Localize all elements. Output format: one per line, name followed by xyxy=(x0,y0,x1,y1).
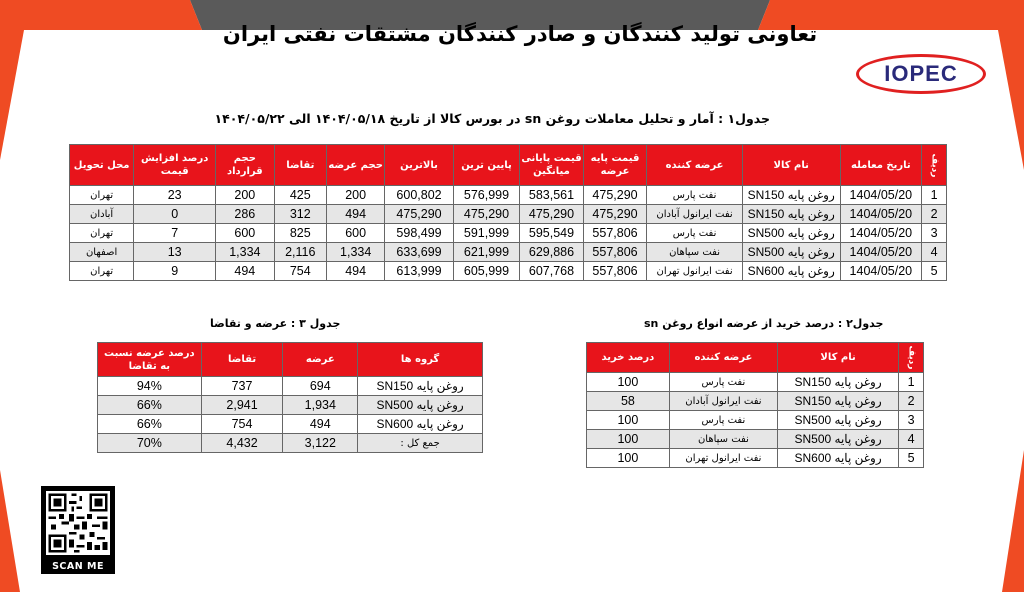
table-row xyxy=(587,373,924,392)
cell: 557,806 xyxy=(583,262,647,281)
cell: 58 xyxy=(587,392,670,411)
header-cell: تقاضا xyxy=(201,343,283,377)
header-cell: عرضه کننده xyxy=(647,145,743,186)
table-row xyxy=(587,430,924,449)
cell: روغن پایه SN150 xyxy=(778,392,899,411)
cell: 100 xyxy=(587,430,670,449)
cell: 66% xyxy=(98,396,202,415)
cell: روغن پایه SN600 xyxy=(778,449,899,468)
cell: 621,999 xyxy=(453,243,519,262)
header-cell: بالاترین xyxy=(385,145,453,186)
cell: 694 xyxy=(283,377,358,396)
cell: 1,334 xyxy=(327,243,385,262)
cell: روغن پایه SN500 xyxy=(742,224,840,243)
cell: 1404/05/20 xyxy=(840,186,922,205)
qr-code-badge[interactable] xyxy=(41,486,115,574)
cell: نفت پارس xyxy=(647,224,743,243)
cell: 475,290 xyxy=(583,186,647,205)
cell: 3 xyxy=(922,224,947,243)
left-corner-decoration xyxy=(0,0,40,592)
cell: نفت ایرانول تهران xyxy=(669,449,777,468)
cell: 3 xyxy=(899,411,924,430)
cell: 200 xyxy=(216,186,274,205)
cell: 754 xyxy=(274,262,326,281)
cell: 100 xyxy=(587,449,670,468)
logo-text: IOPEC xyxy=(884,61,958,86)
cell: تهران xyxy=(70,224,134,243)
cell: 633,699 xyxy=(385,243,453,262)
header-cell: درصد افزایش قیمت xyxy=(134,145,216,186)
cell: 475,290 xyxy=(520,205,584,224)
right-corner-decoration xyxy=(984,0,1024,592)
table3-caption: جدول ۳ : عرضه و تقاضا xyxy=(210,317,341,330)
cell: 557,806 xyxy=(583,224,647,243)
supply-demand-table xyxy=(97,342,483,453)
total-row xyxy=(98,434,483,453)
cell: 600 xyxy=(327,224,385,243)
table-row xyxy=(587,411,924,430)
cell: نفت سپاهان xyxy=(669,430,777,449)
header-cell: نام کالا xyxy=(778,343,899,373)
header-cell: نام کالا xyxy=(742,145,840,186)
cell: 13 xyxy=(134,243,216,262)
iopec-logo xyxy=(856,54,986,94)
header-cell: گروه ها xyxy=(358,343,483,377)
table-row xyxy=(70,262,947,281)
table-row xyxy=(70,205,947,224)
cell: 94% xyxy=(98,377,202,396)
table-row xyxy=(98,415,483,434)
cell: روغن پایه SN600 xyxy=(358,415,483,434)
header-cell: قیمت پایانی میانگین xyxy=(520,145,584,186)
table-row xyxy=(70,186,947,205)
cell: 9 xyxy=(134,262,216,281)
cell: 737 xyxy=(201,377,283,396)
cell: 23 xyxy=(134,186,216,205)
cell: نفت سپاهان xyxy=(647,243,743,262)
cell: 475,290 xyxy=(453,205,519,224)
cell: 70% xyxy=(98,434,202,453)
header-cell: محل تحویل xyxy=(70,145,134,186)
cell: 2,941 xyxy=(201,396,283,415)
header-cell: ردیف xyxy=(899,343,924,373)
cell: نفت ایرانول تهران xyxy=(647,262,743,281)
cell: 4,432 xyxy=(201,434,283,453)
cell: 1 xyxy=(899,373,924,392)
header-cell: حجم عرضه xyxy=(327,145,385,186)
header-cell: درصد عرضه نسبت به تقاضا xyxy=(98,343,202,377)
cell: 100 xyxy=(587,411,670,430)
table1-caption: جدول۱ : آمار و تحلیل معاملات روغن sn در بورس کالا از تاریخ ۱۴۰۴/۰۵/۱۸ الی ۱۴۰۴/۰۵/۲۲ xyxy=(214,111,770,126)
header-cell: حجم قرارداد xyxy=(216,145,274,186)
cell: نفت پارس xyxy=(669,373,777,392)
cell: روغن پایه SN500 xyxy=(778,430,899,449)
cell: 475,290 xyxy=(385,205,453,224)
purchase-percent-table xyxy=(586,342,924,468)
cell: 2,116 xyxy=(274,243,326,262)
cell: 5 xyxy=(899,449,924,468)
cell: 576,999 xyxy=(453,186,519,205)
cell: 5 xyxy=(922,262,947,281)
cell: 629,886 xyxy=(520,243,584,262)
cell: 4 xyxy=(899,430,924,449)
cell: نفت پارس xyxy=(669,411,777,430)
header-cell: قیمت پایه عرضه xyxy=(583,145,647,186)
cell: روغن پایه SN500 xyxy=(742,243,840,262)
cell: 1404/05/20 xyxy=(840,224,922,243)
cell: جمع کل : xyxy=(358,434,483,453)
cell: 100 xyxy=(587,373,670,392)
cell: 66% xyxy=(98,415,202,434)
cell: 605,999 xyxy=(453,262,519,281)
cell: 600 xyxy=(216,224,274,243)
cell: 494 xyxy=(327,262,385,281)
trades-header-row xyxy=(70,145,947,186)
cell: تهران xyxy=(70,262,134,281)
trades-table xyxy=(69,144,947,281)
cell: 557,806 xyxy=(583,243,647,262)
page-title: تعاونی تولید کنندگان و صادر کنندگان مشتقات نفتی ایران xyxy=(222,22,818,46)
cell: روغن پایه SN150 xyxy=(358,377,483,396)
table-row xyxy=(98,377,483,396)
table-row xyxy=(587,449,924,468)
cell: 607,768 xyxy=(520,262,584,281)
purchase-header-row xyxy=(587,343,924,373)
cell: 825 xyxy=(274,224,326,243)
cell: روغن پایه SN600 xyxy=(742,262,840,281)
table-row xyxy=(70,243,947,262)
cell: 494 xyxy=(283,415,358,434)
cell: آبادان xyxy=(70,205,134,224)
cell: 1 xyxy=(922,186,947,205)
cell: 1,934 xyxy=(283,396,358,415)
cell: 1404/05/20 xyxy=(840,205,922,224)
cell: 2 xyxy=(899,392,924,411)
cell: 494 xyxy=(327,205,385,224)
header-cell: پایین ترین xyxy=(453,145,519,186)
cell: 475,290 xyxy=(583,205,647,224)
cell: 3,122 xyxy=(283,434,358,453)
cell: 200 xyxy=(327,186,385,205)
cell: 286 xyxy=(216,205,274,224)
cell: روغن پایه SN500 xyxy=(778,411,899,430)
header-cell: ردیف xyxy=(922,145,947,186)
cell: اصفهان xyxy=(70,243,134,262)
cell: روغن پایه SN150 xyxy=(742,186,840,205)
cell: 1,334 xyxy=(216,243,274,262)
cell: 494 xyxy=(216,262,274,281)
cell: 1404/05/20 xyxy=(840,262,922,281)
cell: روغن پایه SN500 xyxy=(358,396,483,415)
cell: 583,561 xyxy=(520,186,584,205)
cell: 600,802 xyxy=(385,186,453,205)
cell: 754 xyxy=(201,415,283,434)
cell: 312 xyxy=(274,205,326,224)
table-row xyxy=(98,396,483,415)
header-cell: تقاضا xyxy=(274,145,326,186)
table-row xyxy=(587,392,924,411)
cell: 425 xyxy=(274,186,326,205)
qr-code-icon xyxy=(46,491,110,555)
cell: تهران xyxy=(70,186,134,205)
cell: نفت ایرانول آبادان xyxy=(669,392,777,411)
cell: 591,999 xyxy=(453,224,519,243)
cell: روغن پایه SN150 xyxy=(742,205,840,224)
header-cell: تاریخ معامله xyxy=(840,145,922,186)
header-cell: درصد خرید xyxy=(587,343,670,373)
cell: روغن پایه SN150 xyxy=(778,373,899,392)
cell: نفت پارس xyxy=(647,186,743,205)
header-cell: عرضه کننده xyxy=(669,343,777,373)
header-cell: عرضه xyxy=(283,343,358,377)
table2-caption: جدول۲ : درصد خرید از عرضه انواع روغن sn xyxy=(644,317,884,330)
cell: 613,999 xyxy=(385,262,453,281)
cell: 7 xyxy=(134,224,216,243)
cell: 595,549 xyxy=(520,224,584,243)
cell: 598,499 xyxy=(385,224,453,243)
supply-demand-header-row xyxy=(98,343,483,377)
cell: 1404/05/20 xyxy=(840,243,922,262)
cell: نفت ایرانول آبادان xyxy=(647,205,743,224)
table-row xyxy=(70,224,947,243)
cell: 0 xyxy=(134,205,216,224)
cell: 2 xyxy=(922,205,947,224)
scan-me-label: SCAN ME xyxy=(52,561,104,572)
cell: 4 xyxy=(922,243,947,262)
